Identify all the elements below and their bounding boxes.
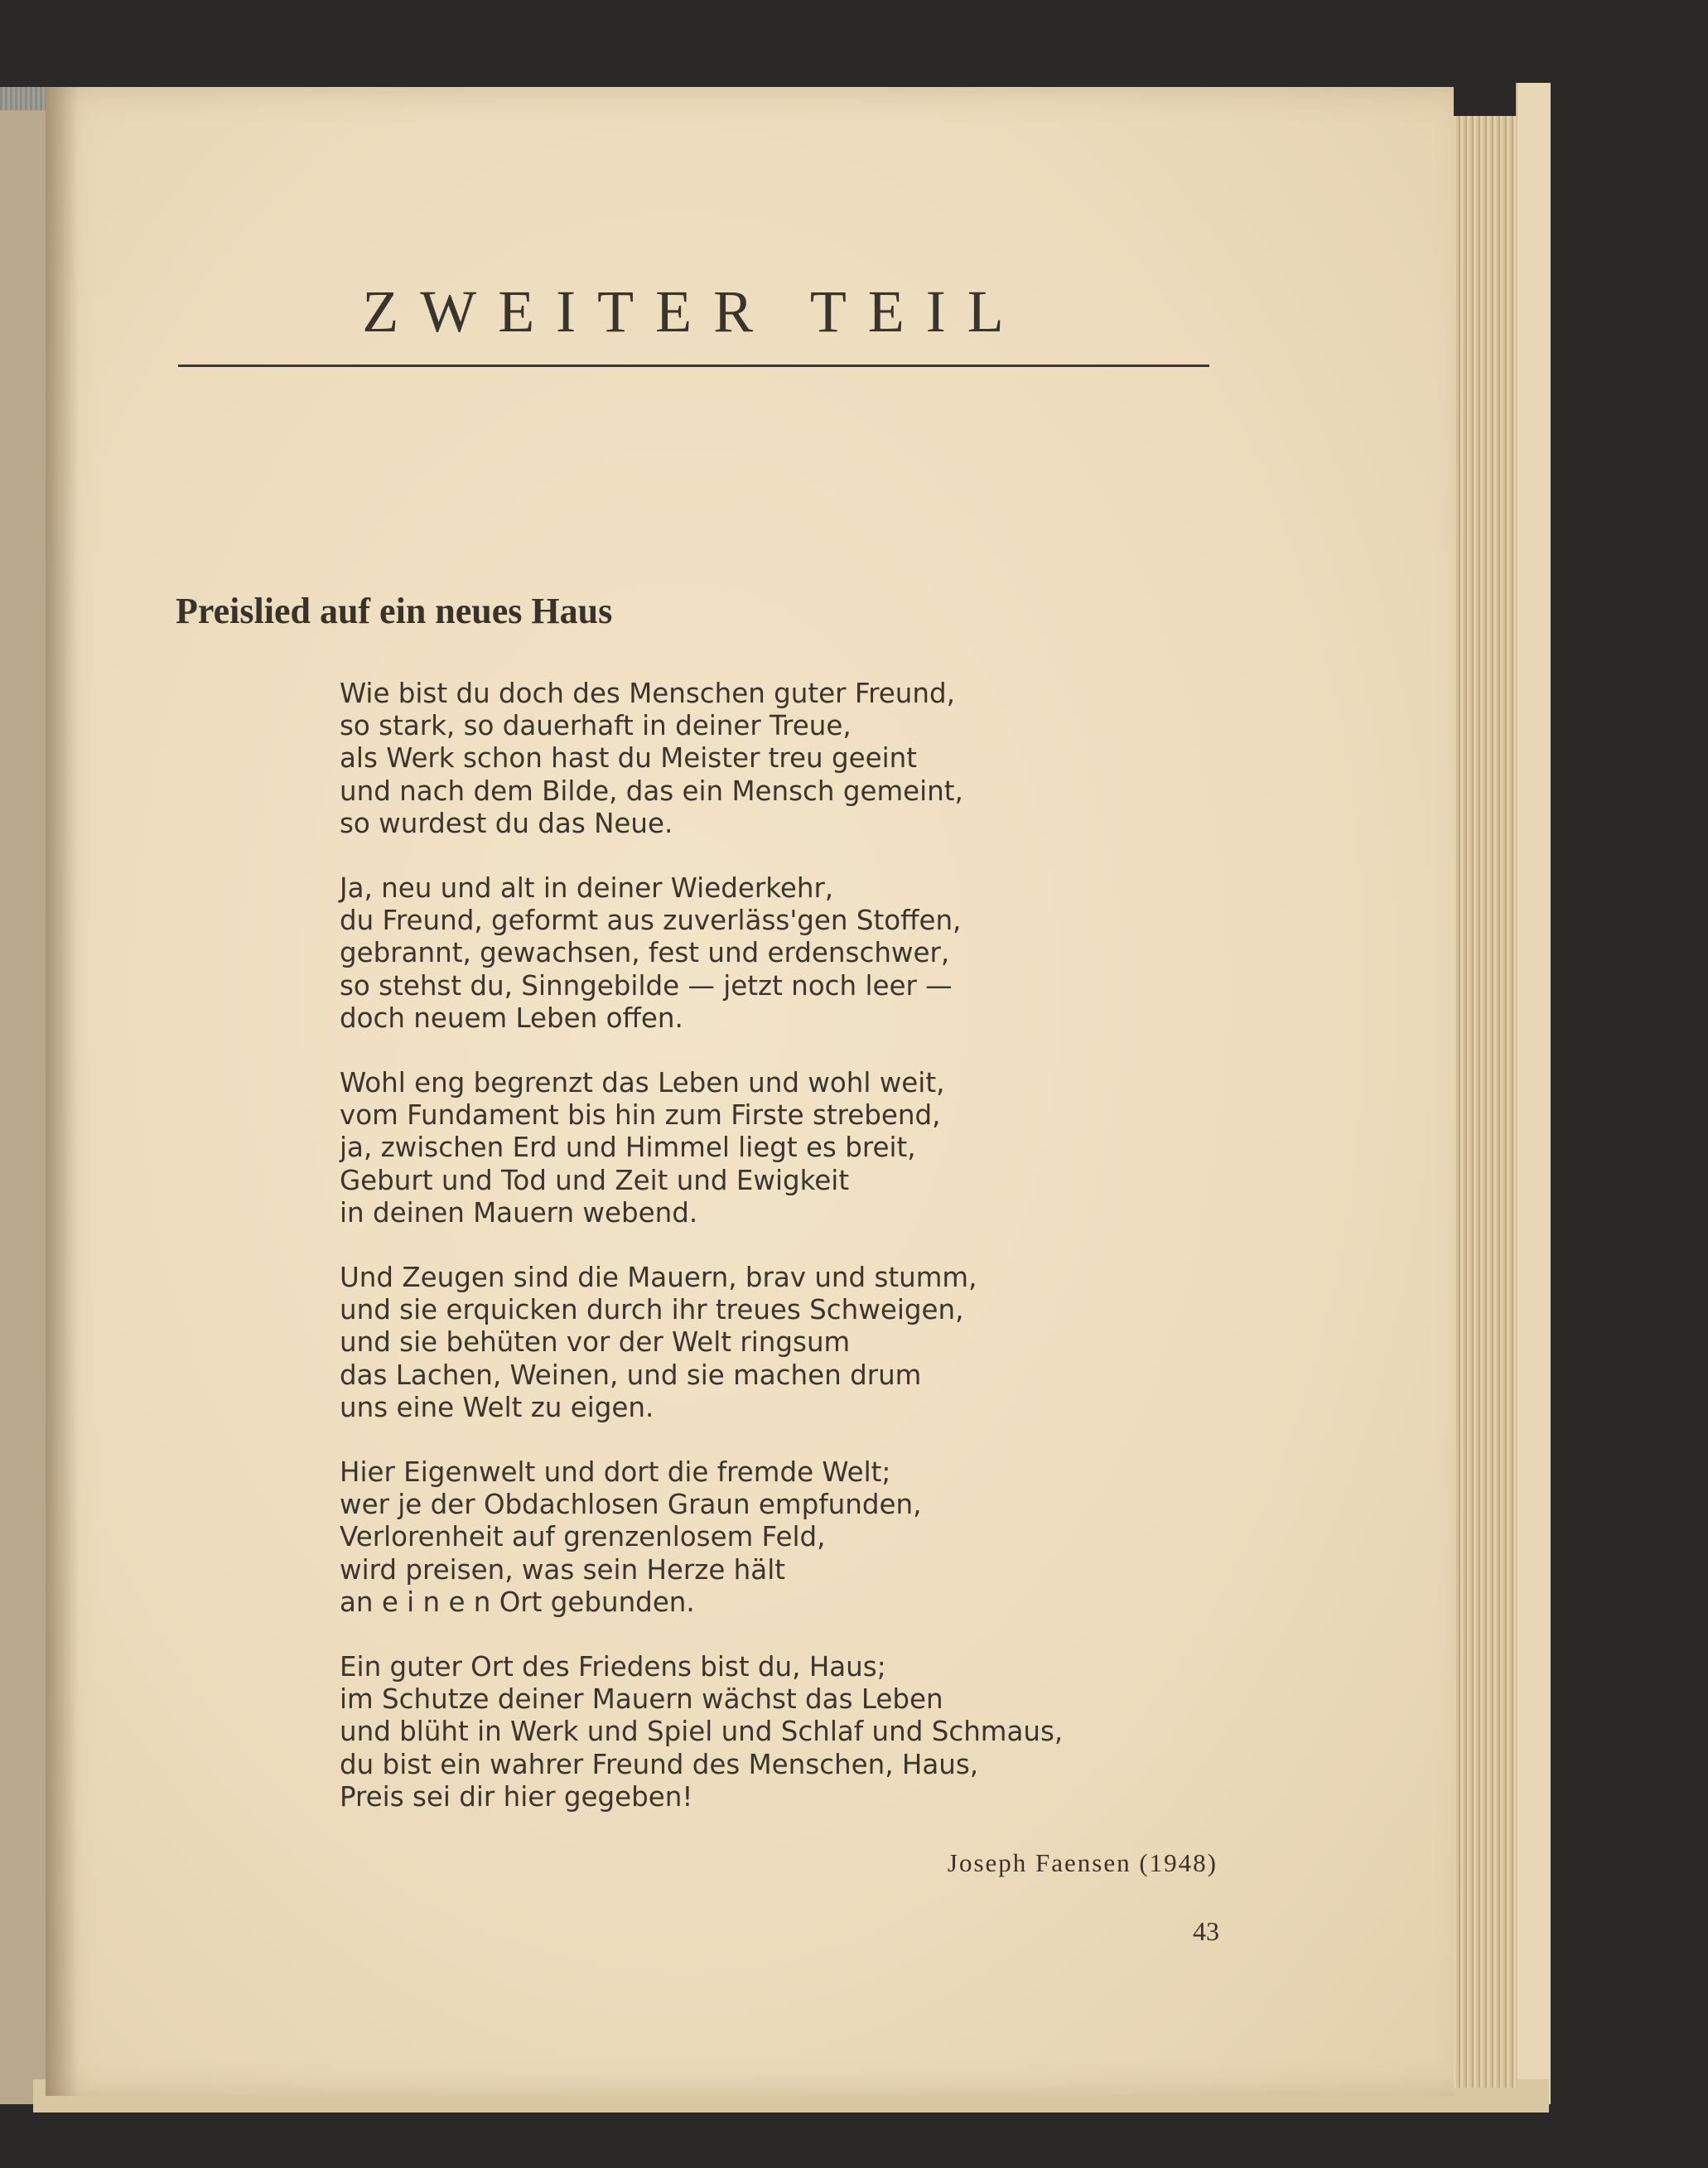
stanza <box>340 678 1251 840</box>
poem-line: Wie bist du doch des Menschen guter Freund, <box>340 678 955 709</box>
page-number: 43 <box>1193 1916 1219 1946</box>
stanza <box>340 1262 1251 1424</box>
poem-line: ja, zwischen Erd und Himmel liegt es breit, <box>340 1132 916 1164</box>
poem-line: Hier Eigenwelt und dort die fremde Welt; <box>340 1456 891 1489</box>
poem-line: so stehst du, Sinngebilde — jetzt noch leer — <box>340 969 953 1002</box>
poem-author: Joseph Faensen (1948) <box>947 1848 1218 1877</box>
poem-line: gebrannt, gewachsen, fest und erdenschwer, <box>340 937 950 969</box>
part-title: ZWEITER TEIL <box>362 278 1025 345</box>
poem-line: vom Fundament bis hin zum Firste strebend, <box>340 1099 941 1132</box>
poem-line: so wurdest du das Neue. <box>340 807 673 839</box>
poem-line: du bist ein wahrer Freund des Menschen, Haus, <box>340 1748 979 1780</box>
poem-line: du Freund, geformt aus zuverläss'gen Stoffen, <box>340 905 962 937</box>
stanza <box>340 872 1251 1035</box>
poem-line: an e i n e n Ort gebunden. <box>340 1586 695 1618</box>
page-edges <box>1443 116 1517 2088</box>
poem-line: und sie behüten vor der Welt ringsum <box>340 1326 851 1359</box>
poem-line: Wohl eng begrenzt das Leben und wohl weit, <box>340 1067 945 1099</box>
poem-line: Verlorenheit auf grenzenlosem Feld, <box>340 1521 826 1553</box>
title-rule <box>178 365 1209 367</box>
poem-line: in deinen Mauern webend. <box>340 1196 698 1229</box>
poem-line: wird preisen, was sein Herze hält <box>340 1553 785 1586</box>
stanza <box>340 1067 1251 1229</box>
stanza <box>340 1456 1251 1619</box>
poem-line: uns eine Welt zu eigen. <box>340 1391 654 1423</box>
book-cover-right <box>1516 83 1551 2104</box>
page-gutter-shadow <box>46 87 79 2096</box>
poem-line: und blüht in Werk und Spiel und Schlaf und Schmaus, <box>340 1716 1064 1748</box>
poem-line: Ein guter Ort des Friedens bist du, Haus; <box>340 1651 886 1683</box>
poem-line: als Werk schon hast du Meister treu geeint <box>340 742 917 775</box>
poem-line: so stark, so dauerhaft in deiner Treue, <box>340 710 852 742</box>
stanza <box>340 1651 1251 1813</box>
poem-line: im Schutze deiner Mauern wächst das Leben <box>340 1683 943 1716</box>
poem-line: und sie erquicken durch ihr treues Schweigen, <box>340 1294 964 1326</box>
poem-line: wer je der Obdachlosen Graun empfunden, <box>340 1489 922 1521</box>
book-cover-left <box>0 91 51 2104</box>
poem-line: Und Zeugen sind die Mauern, brav und stumm, <box>340 1262 977 1294</box>
poem-line: Preis sei dir hier gegeben! <box>340 1780 693 1813</box>
poem-line: doch neuem Leben offen. <box>340 1002 683 1034</box>
poem-body <box>340 678 1251 1846</box>
poem-line: Ja, neu und alt in deiner Wiederkehr, <box>340 872 834 905</box>
poem-line: Geburt und Tod und Zeit und Ewigkeit <box>340 1164 850 1196</box>
poem-line: und nach dem Bilde, das ein Mensch gemeint, <box>340 775 963 807</box>
poem-title: Preislied auf ein neues Haus <box>176 591 613 631</box>
poem-line: das Lachen, Weinen, und sie machen drum <box>340 1359 922 1391</box>
